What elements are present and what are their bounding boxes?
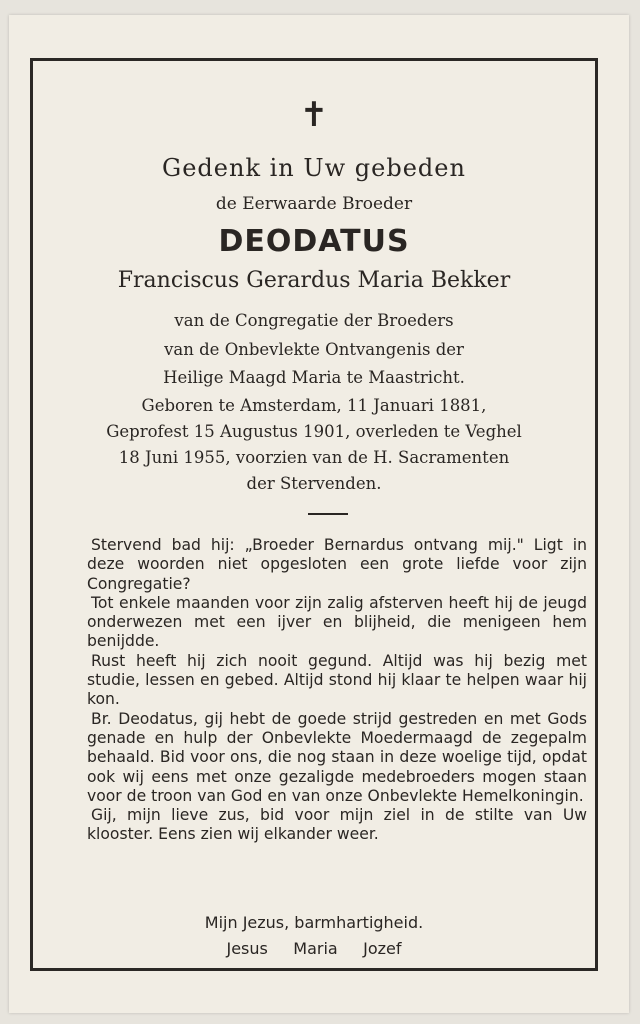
paragraph: Rust heeft hij zich nooit gegund. Altijd was hij bezig met studie, lessen en gebed. Altijd stond hij klaar te helpen waar hij kon. <box>87 651 587 709</box>
divider-line <box>308 513 348 515</box>
full-name: Franciscus Gerardus Maria Bekker <box>117 268 511 293</box>
info-line: der Stervenden. <box>246 474 382 493</box>
card-border-frame <box>30 58 598 971</box>
paragraph: Stervend bad hij: „Broeder Bernardus ontvang mij." Ligt in deze woorden niet opgesloten een grote liefde voor zijn Congregatie? <box>87 536 587 593</box>
info-line: 18 Juni 1955, voorzien van de H. Sacramenten <box>118 448 510 467</box>
info-line: Geboren te Amsterdam, 11 Januari 1881, <box>141 396 487 415</box>
paragraph: Br. Deodatus, gij hebt de goede strijd gestreden en met Gods genade en hulp der Onbevlekte Moedermaagd de zegepalm behaald. Bid voor ons, die nog staan in deze woelige tijd, opdat ook wij eens met onze gezaligde medebroeders mogen staan voor de troon van God en van onze Onbevlekte Hemelkoningin. <box>87 709 587 805</box>
closing-prayer: Mijn Jezus, barmhartigheid. <box>204 913 424 932</box>
cross-icon: ✝ <box>299 95 329 135</box>
info-line: Geprofest 15 Augustus 1901, overleden te Veghel <box>106 422 522 441</box>
title-line: de Eerwaarde Broeder <box>215 194 413 214</box>
holy-names: Jesus Maria Jozef <box>226 939 402 958</box>
remembrance-heading: Gedenk in Uw gebeden <box>162 154 466 182</box>
obituary-text <box>87 536 587 845</box>
info-line: van de Congregatie der Broeders <box>174 311 454 330</box>
paragraph: Tot enkele maanden voor zijn zalig afsterven heeft hij de jeugd onderwezen met een ijver en blijheid, die menigeen hem benijdde. <box>87 593 587 651</box>
religious-name: DEODATUS <box>218 224 410 259</box>
paragraph: Gij, mijn lieve zus, bid voor mijn ziel in de stilte van Uw klooster. Eens zien wij elkander weer. <box>87 806 587 844</box>
memorial-card <box>9 15 629 1013</box>
info-line: Heilige Maagd Maria te Maastricht. <box>163 368 465 387</box>
info-line: van de Onbevlekte Ontvangenis der <box>164 340 464 359</box>
